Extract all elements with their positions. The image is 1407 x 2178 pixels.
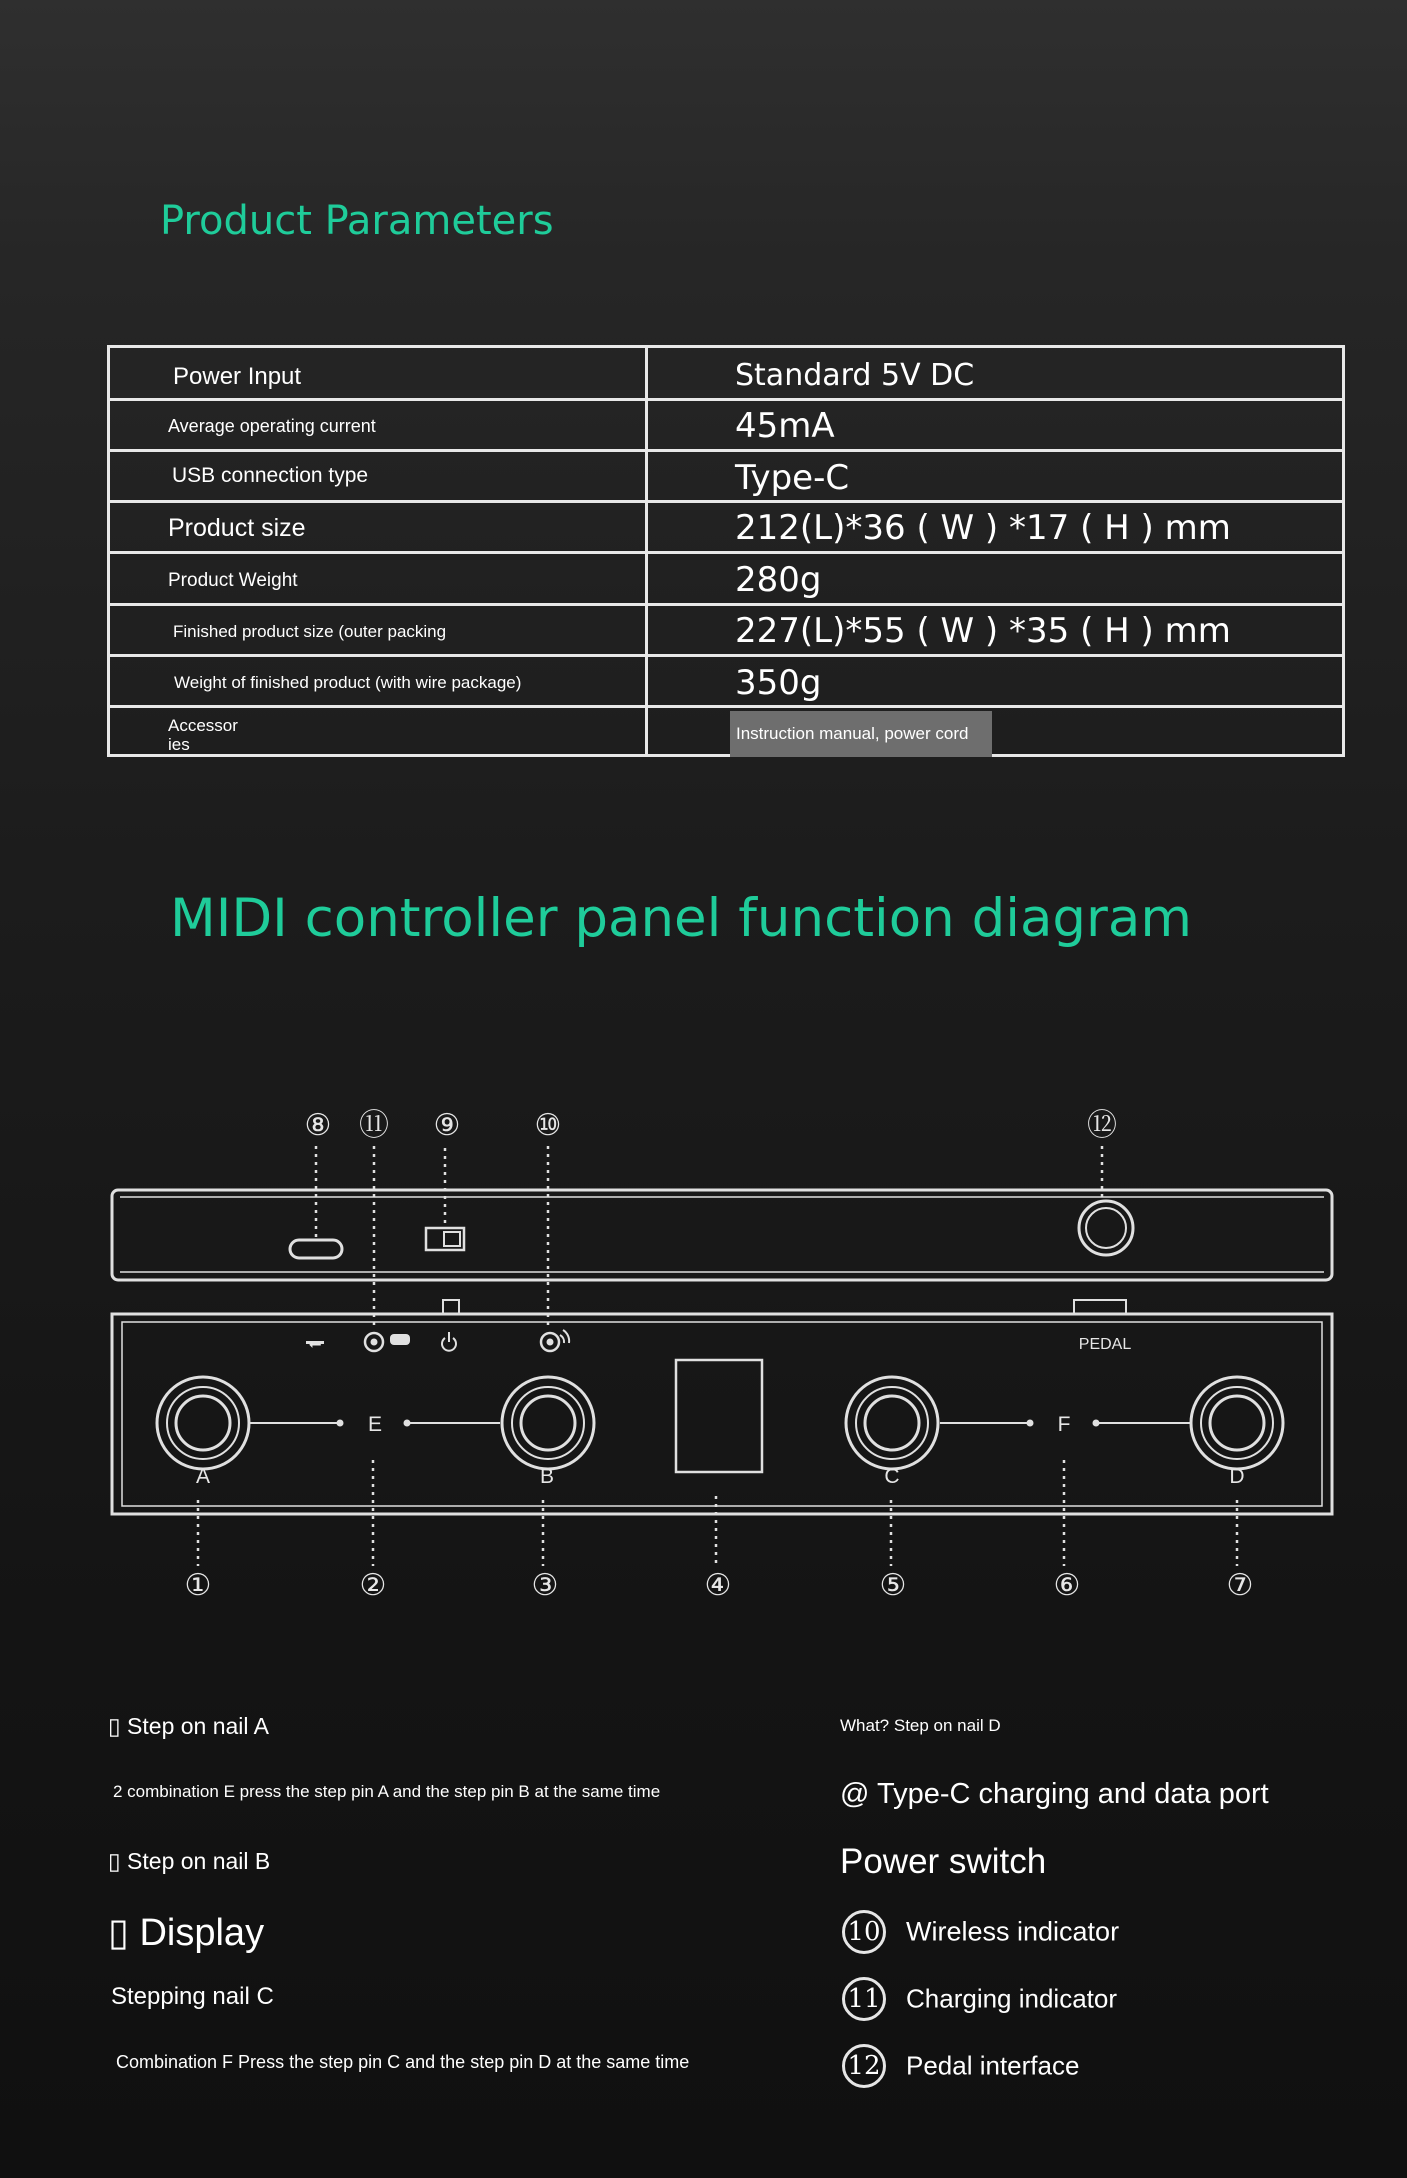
callout-9: ⑨	[433, 1109, 461, 1142]
pedal-label: PEDAL	[1078, 1336, 1132, 1353]
callout-11: ⑪	[359, 1109, 389, 1142]
legend-item-11: 11 Charging indicator	[842, 1977, 1117, 2021]
param-value: 280g	[735, 560, 822, 600]
switch-label-d: D	[1229, 1465, 1245, 1488]
legend-item-6: Combination F Press the step pin C and the step pin D at the same time	[116, 2052, 690, 2072]
footswitch-d	[1191, 1377, 1283, 1469]
param-value: Type-C	[735, 458, 850, 498]
combo-label-f: F	[1057, 1413, 1071, 1436]
parameters-title: Product Parameters	[160, 198, 554, 244]
panel-diagram-svg	[100, 1060, 1340, 1620]
param-label: Weight of finished product (with wire package)	[174, 673, 522, 692]
callout-12: ⑫	[1087, 1109, 1117, 1142]
param-value: 227(L)*55 ( W ) *35 ( H ) mm	[735, 611, 1231, 651]
device-side-view	[112, 1190, 1332, 1280]
number-11-icon: 11	[842, 1977, 886, 2021]
param-label: USB connection type	[172, 464, 369, 487]
switch-label-c: C	[884, 1465, 900, 1488]
callout-10: ⑩	[534, 1109, 562, 1142]
callout-1: ①	[184, 1569, 212, 1602]
param-label: Average operating current	[168, 416, 376, 436]
param-label: Power Input	[173, 363, 302, 390]
legend-item-5: Stepping nail C	[111, 1983, 274, 2010]
pedal-jack-icon	[1079, 1201, 1133, 1255]
switch-label-b: B	[539, 1465, 555, 1488]
param-value: 212(L)*36 ( W ) *17 ( H ) mm	[735, 508, 1231, 548]
callout-2: ②	[359, 1569, 387, 1602]
switch-label-a: A	[195, 1465, 211, 1488]
panel-diagram	[100, 1060, 1340, 1620]
legend-item-8: @ Type-C charging and data port	[840, 1778, 1269, 1810]
param-label: Product Weight	[168, 570, 298, 591]
callout-4: ④	[704, 1569, 732, 1602]
legend-item-9: Power switch	[840, 1842, 1047, 1881]
param-value: 45mA	[735, 406, 835, 446]
param-label: Product size	[168, 514, 306, 542]
legend-item-2: 2 combination E press the step pin A and the step pin B at the same time	[113, 1782, 661, 1801]
legend-item-7: What? Step on nail D	[840, 1716, 1001, 1735]
legend-item-12: 12 Pedal interface	[842, 2044, 1079, 2088]
usb-symbol-label: ⭠	[308, 1336, 322, 1353]
param-value: Standard 5V DC	[735, 358, 975, 393]
legend-item-1: ▯ Step on nail A	[108, 1713, 269, 1739]
diagram-title: MIDI controller panel function diagram	[170, 888, 1192, 949]
number-12-icon: 12	[842, 2044, 886, 2088]
parameters-table	[107, 345, 1345, 757]
callout-5: ⑤	[879, 1569, 907, 1602]
footswitch-a	[157, 1377, 249, 1469]
footswitch-c	[846, 1377, 938, 1469]
legend-item-3: ▯ Step on nail B	[108, 1848, 271, 1874]
param-label: Finished product size (outer packing	[173, 622, 447, 641]
param-label: Accessor ies	[168, 716, 238, 754]
param-value: 350g	[735, 663, 822, 703]
display-screen	[676, 1360, 762, 1472]
usb-port-icon	[290, 1240, 342, 1258]
legend-item-10: 10 Wireless indicator	[842, 1910, 1119, 1954]
callout-8: ⑧	[304, 1109, 332, 1142]
callout-3: ③	[531, 1569, 559, 1602]
combo-label-e: E	[367, 1413, 383, 1436]
number-10-icon: 10	[842, 1910, 886, 1954]
callout-6: ⑥	[1053, 1569, 1081, 1602]
param-value: Instruction manual, power cord	[730, 711, 992, 757]
charging-led-icon	[390, 1334, 410, 1345]
callout-7: ⑦	[1226, 1569, 1254, 1602]
device-front-panel	[112, 1314, 1332, 1514]
legend-item-4: ▯ Display	[108, 1912, 265, 1954]
footswitch-b	[502, 1377, 594, 1469]
